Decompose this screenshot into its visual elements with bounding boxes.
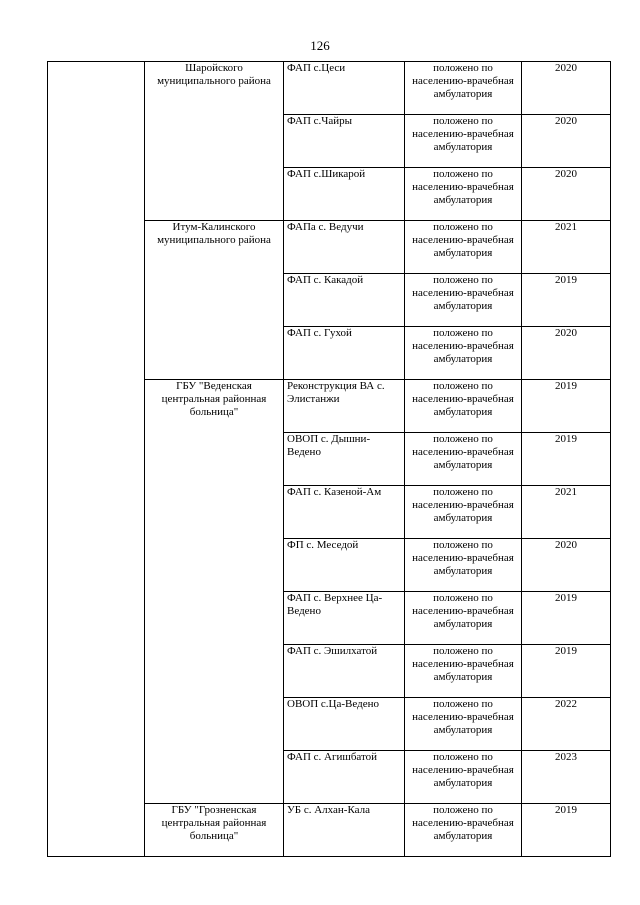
basis-cell: положено по населению-врачебная амбулатория bbox=[405, 486, 522, 539]
object-cell: ФАП с.Шикарой bbox=[284, 168, 405, 221]
year-cell: 2020 bbox=[522, 168, 611, 221]
object-cell: ФАП с. Казеной-Ам bbox=[284, 486, 405, 539]
page-number: 126 bbox=[310, 38, 330, 53]
year-cell: 2019 bbox=[522, 274, 611, 327]
empty-cell-left bbox=[48, 62, 145, 857]
object-cell: ФП с. Меседой bbox=[284, 539, 405, 592]
table-row bbox=[48, 62, 611, 115]
year-cell: 2019 bbox=[522, 645, 611, 698]
basis-cell: положено по населению-врачебная амбулатория bbox=[405, 804, 522, 857]
year-cell: 2020 bbox=[522, 115, 611, 168]
org-cell: ГБУ "Грозненская центральная районная больница" bbox=[145, 804, 284, 857]
year-cell: 2022 bbox=[522, 698, 611, 751]
year-cell: 2021 bbox=[522, 221, 611, 274]
year-cell: 2019 bbox=[522, 804, 611, 857]
object-cell: ОВОП с.Ца-Ведено bbox=[284, 698, 405, 751]
object-cell: Реконструкция ВА с. Элистанжи bbox=[284, 380, 405, 433]
year-cell: 2019 bbox=[522, 592, 611, 645]
object-cell: ФАПа с. Ведучи bbox=[284, 221, 405, 274]
year-cell: 2019 bbox=[522, 380, 611, 433]
object-cell: ФАП с.Цеси bbox=[284, 62, 405, 115]
object-cell: ФАП с.Чайры bbox=[284, 115, 405, 168]
basis-cell: положено по населению-врачебная амбулатория bbox=[405, 168, 522, 221]
basis-cell: положено по населению-врачебная амбулатория bbox=[405, 698, 522, 751]
object-cell: ОВОП с. Дышни-Ведено bbox=[284, 433, 405, 486]
org-cell: Итум-Калинского муниципального района bbox=[145, 221, 284, 380]
basis-cell: положено по населению-врачебная амбулатория bbox=[405, 327, 522, 380]
object-cell: УБ с. Алхан-Кала bbox=[284, 804, 405, 857]
basis-cell: положено по населению-врачебная амбулатория bbox=[405, 539, 522, 592]
basis-cell: положено по населению-врачебная амбулатория bbox=[405, 645, 522, 698]
object-cell: ФАП с. Какадой bbox=[284, 274, 405, 327]
basis-cell: положено по населению-врачебная амбулатория bbox=[405, 274, 522, 327]
org-cell: Шаройского муниципального района bbox=[145, 62, 284, 221]
object-cell: ФАП с. Агишбатой bbox=[284, 751, 405, 804]
object-cell: ФАП с. Верхнее Ца-Ведено bbox=[284, 592, 405, 645]
year-cell: 2020 bbox=[522, 62, 611, 115]
year-cell: 2019 bbox=[522, 433, 611, 486]
facilities-table bbox=[47, 61, 611, 857]
year-cell: 2020 bbox=[522, 327, 611, 380]
object-cell: ФАП с. Эшилхатой bbox=[284, 645, 405, 698]
basis-cell: положено по населению-врачебная амбулатория bbox=[405, 62, 522, 115]
basis-cell: положено по населению-врачебная амбулатория bbox=[405, 592, 522, 645]
year-cell: 2021 bbox=[522, 486, 611, 539]
facilities-table-body bbox=[48, 62, 611, 857]
basis-cell: положено по населению-врачебная амбулатория bbox=[405, 380, 522, 433]
object-cell: ФАП с. Гухой bbox=[284, 327, 405, 380]
year-cell: 2023 bbox=[522, 751, 611, 804]
basis-cell: положено по населению-врачебная амбулатория bbox=[405, 221, 522, 274]
basis-cell: положено по населению-врачебная амбулатория bbox=[405, 115, 522, 168]
basis-cell: положено по населению-врачебная амбулатория bbox=[405, 751, 522, 804]
org-cell: ГБУ "Веденская центральная районная больница" bbox=[145, 380, 284, 804]
basis-cell: положено по населению-врачебная амбулатория bbox=[405, 433, 522, 486]
year-cell: 2020 bbox=[522, 539, 611, 592]
